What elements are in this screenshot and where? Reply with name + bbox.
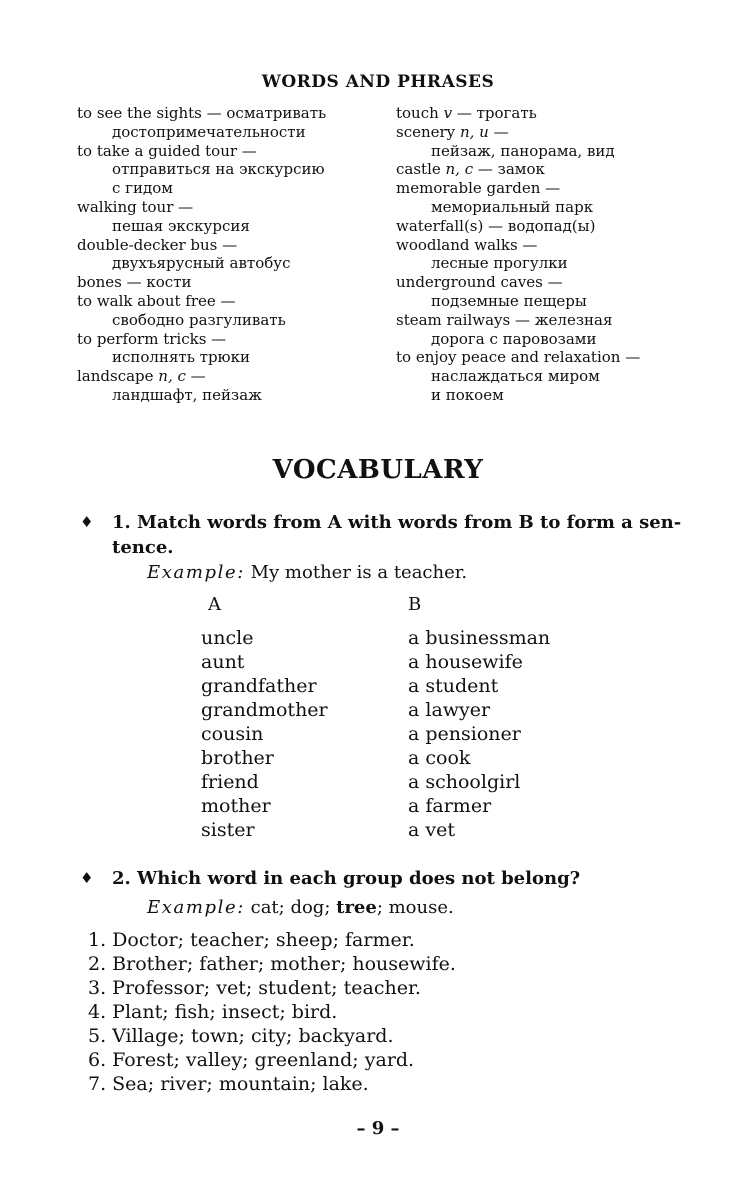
- vocabulary-title: VOCABULARY: [272, 455, 484, 485]
- glossary-right-column: [396, 104, 696, 405]
- glossary-line: свободно разгуливать: [112, 310, 286, 329]
- glossary-line: walking tour —: [77, 197, 194, 216]
- exercise-2-item: 7. Sea; river; mountain; lake.: [88, 1073, 369, 1095]
- exercise-2-item: 2. Brother; father; mother; housewife.: [88, 953, 456, 975]
- example-label: Example:: [147, 897, 245, 918]
- glossary-line: woodland walks —: [396, 235, 538, 254]
- words-phrases-title: WORDS AND PHRASES: [261, 72, 495, 92]
- glossary-line: steam railways — железная: [396, 310, 613, 329]
- glossary-line: underground caves —: [396, 273, 563, 292]
- glossary-line: waterfall(s) — водопад(ы): [396, 216, 596, 235]
- column-a-list: [201, 626, 328, 842]
- page-number: – 9 –: [356, 1118, 400, 1139]
- exercise-1-heading-line2: tence.: [112, 537, 174, 558]
- example-label: Example:: [147, 562, 245, 583]
- column-b-header: B: [408, 594, 422, 615]
- glossary-line: landscape n, c —: [77, 367, 206, 386]
- exercise-1-example: [147, 562, 467, 583]
- glossary-line: double-decker bus —: [77, 235, 238, 254]
- example-answer: tree: [336, 897, 377, 918]
- exercise-2-item: 6. Forest; valley; greenland; yard.: [88, 1049, 415, 1071]
- example-post: ; mouse.: [376, 897, 454, 918]
- glossary-line: наслаждаться миром: [431, 367, 600, 386]
- diamond-bullet-icon: ♦: [80, 869, 94, 887]
- glossary-line: мемориальный парк: [431, 197, 594, 216]
- column-b-item: a schoolgirl: [408, 771, 521, 793]
- glossary-line: to see the sights — осматривать: [77, 104, 327, 122]
- glossary-line: ландшафт, пейзаж: [112, 385, 262, 404]
- glossary-line: to walk about free —: [77, 291, 236, 310]
- column-b-item: a student: [408, 675, 499, 697]
- column-a-item: grandfather: [201, 675, 317, 697]
- example-pre: cat; dog;: [244, 897, 337, 918]
- glossary-line: touch v — трогать: [396, 104, 537, 122]
- glossary-line: подземные пещеры: [431, 291, 587, 310]
- glossary-line: пешая экскурсия: [112, 216, 250, 235]
- column-a-item: brother: [201, 747, 274, 769]
- glossary-line: to take a guided tour —: [77, 141, 257, 160]
- column-b-item: a vet: [408, 819, 455, 841]
- glossary-line: достопримечательности: [112, 122, 306, 141]
- exercise-2-item: 5. Village; town; city; backyard.: [88, 1025, 394, 1047]
- glossary-left-column: [77, 104, 377, 405]
- exercise-2-item: 1. Doctor; teacher; sheep; farmer.: [88, 929, 415, 951]
- glossary-line: castle n, c — замок: [396, 160, 545, 179]
- exercise-1-heading-line1: 1. Match words from A with words from B to form a sen-: [112, 512, 682, 533]
- exercise-2-item: 4. Plant; fish; insect; bird.: [88, 1001, 338, 1023]
- glossary-line: с гидом: [112, 179, 173, 198]
- column-a-item: cousin: [201, 723, 264, 745]
- glossary-line: исполнять трюки: [112, 348, 250, 367]
- column-a-item: mother: [201, 795, 271, 817]
- column-b-item: a cook: [408, 747, 471, 769]
- diamond-bullet-icon: ♦: [80, 513, 94, 531]
- glossary-line: дорога с паровозами: [431, 329, 597, 348]
- column-a-item: aunt: [201, 651, 245, 673]
- glossary-line: двухъярусный автобус: [112, 254, 291, 273]
- glossary-line: to enjoy peace and relaxation —: [396, 348, 641, 367]
- glossary-line: пейзаж, панорама, вид: [431, 141, 615, 160]
- glossary-line: и покоем: [431, 385, 504, 404]
- glossary-line: лесные прогулки: [431, 254, 568, 273]
- exercise-2-item: 3. Professor; vet; student; teacher.: [88, 977, 421, 999]
- column-b-item: a businessman: [408, 627, 551, 649]
- column-b-item: a pensioner: [408, 723, 521, 745]
- exercise-2-example: [147, 897, 454, 918]
- exercise-2-list: [88, 928, 456, 1096]
- example-text: My mother is a teacher.: [244, 562, 468, 583]
- column-a-item: uncle: [201, 627, 254, 649]
- column-a-item: grandmother: [201, 699, 328, 721]
- column-b-item: a farmer: [408, 795, 492, 817]
- exercise-2-heading-text: 2. Which word in each group does not belong?: [112, 868, 581, 889]
- glossary-line: отправиться на экскурсию: [112, 160, 325, 179]
- glossary-line: scenery n, u —: [396, 122, 509, 141]
- column-a-header: A: [208, 594, 221, 615]
- column-b-item: a housewife: [408, 651, 523, 673]
- column-a-item: sister: [201, 819, 255, 841]
- column-b-item: a lawyer: [408, 699, 491, 721]
- column-a-item: friend: [201, 771, 259, 793]
- glossary-line: to perform tricks —: [77, 329, 227, 348]
- glossary-line: bones — кости: [77, 273, 192, 292]
- column-b-list: [408, 626, 550, 842]
- glossary-line: memorable garden —: [396, 179, 561, 198]
